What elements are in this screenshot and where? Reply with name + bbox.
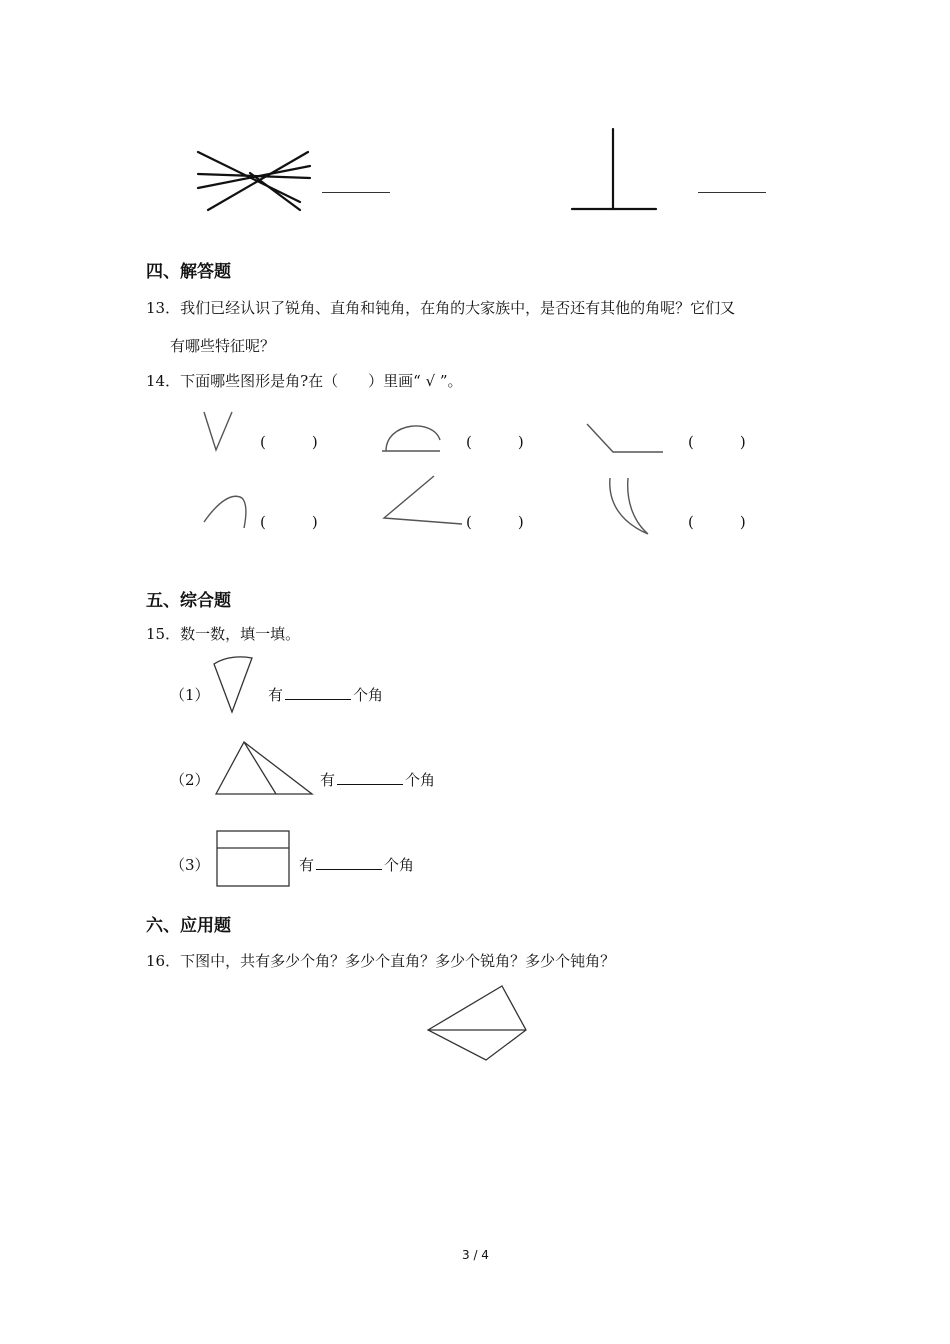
page-number: 3 / 4 xyxy=(462,1248,489,1262)
figure-semicircle xyxy=(378,412,448,457)
question-13-line2: 有哪些特征呢？ xyxy=(170,337,276,355)
q15-item-1-number: （1） xyxy=(170,686,210,704)
q15-item-3-number: （3） xyxy=(170,856,210,874)
figure-acute-angle xyxy=(378,472,468,530)
answer-blank-1[interactable] xyxy=(322,192,390,193)
section-heading-6: 六、应用题 xyxy=(146,916,231,936)
q15-item-2-number: （2） xyxy=(170,771,210,789)
question-13-line1: 13．我们已经认识了锐角、直角和钝角，在角的大家族中，是否还有其他的角呢？它们又 xyxy=(146,299,736,317)
question-14: 14．下面哪些图形是角?在（ ）里画“ √ ”。 xyxy=(146,372,463,390)
figure-obtuse-angle xyxy=(583,420,668,458)
answer-paren-c[interactable]: ( ) xyxy=(688,433,746,451)
divided-rectangle-figure xyxy=(214,828,294,890)
fan-shape-figure xyxy=(210,654,256,716)
q15-item-3-answer: 有 个角 xyxy=(299,856,415,874)
inverted-t-figure xyxy=(568,125,663,215)
answer-paren-f[interactable]: ( ) xyxy=(688,513,746,531)
q15-item-3-blank[interactable] xyxy=(316,855,382,870)
question-16: 16．下图中，共有多少个角？多少个直角？多少个锐角？多少个钝角？ xyxy=(146,952,616,970)
quadrilateral-figure xyxy=(424,982,530,1066)
question-15: 15．数一数，填一填。 xyxy=(146,625,301,643)
figure-curved-sides xyxy=(600,474,660,538)
q15-item-1-answer: 有 个角 xyxy=(268,686,384,704)
q15-item-1-blank[interactable] xyxy=(285,685,351,700)
section-heading-5: 五、综合题 xyxy=(146,591,231,611)
figure-v-angle xyxy=(198,408,243,456)
q15-item-2-answer: 有 个角 xyxy=(320,771,436,789)
section-heading-4: 四、解答题 xyxy=(146,262,231,282)
figure-curved-angle xyxy=(198,488,258,536)
answer-paren-e[interactable]: ( ) xyxy=(466,513,524,531)
q15-item-2-blank[interactable] xyxy=(337,770,403,785)
star-lines-figure xyxy=(190,140,320,220)
answer-paren-b[interactable]: ( ) xyxy=(466,433,524,451)
answer-paren-a[interactable]: ( ) xyxy=(260,433,318,451)
answer-paren-d[interactable]: ( ) xyxy=(260,513,318,531)
split-triangle-figure xyxy=(212,738,316,798)
answer-blank-2[interactable] xyxy=(698,192,766,193)
